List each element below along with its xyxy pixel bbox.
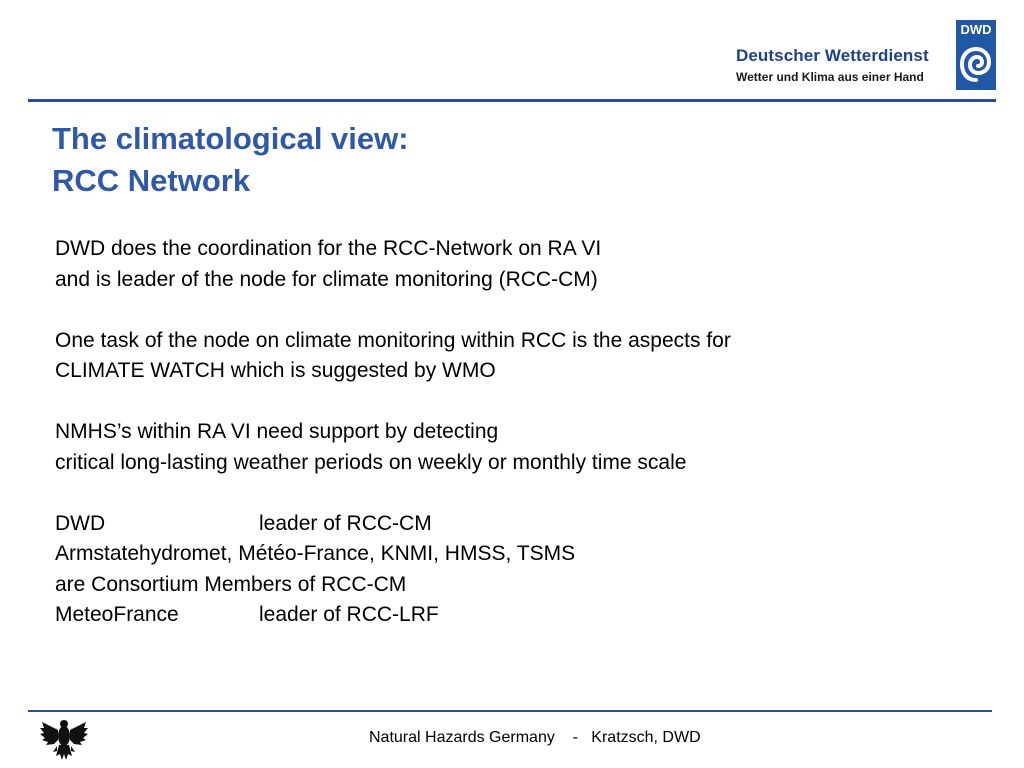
- text-line: critical long-lasting weather periods on weekly or monthly time scale: [55, 450, 687, 474]
- logo-name: Deutscher Wetterdienst: [736, 46, 929, 65]
- paragraph-coordination: [55, 234, 955, 295]
- text-line: and is leader of the node for climate monitoring (RCC-CM): [55, 267, 598, 291]
- logo-abbreviation: DWD: [960, 22, 992, 37]
- footer-text: Natural Hazards Germany - Kratzsch, DWD: [369, 729, 701, 746]
- text-line: DWD does the coordination for the RCC-Network on RA VI: [55, 237, 602, 260]
- text-line: [55, 509, 955, 540]
- text-line: are Consortium Members of RCC-CM: [55, 572, 407, 596]
- text-line: NMHS’s within RA VI need support by detecting: [55, 420, 499, 443]
- member-name: DWD: [55, 511, 106, 535]
- paragraph-climate-watch: [55, 326, 955, 387]
- dwd-swirl-icon: [960, 44, 992, 84]
- text-line: [55, 600, 955, 631]
- text-line: CLIMATE WATCH which is suggested by WMO: [55, 359, 496, 382]
- logo-tagline: Wetter und Klima aus einer Hand: [736, 70, 924, 84]
- member-name: MeteoFrance: [55, 603, 179, 626]
- slide-title: [52, 118, 409, 202]
- slide-title-line2: RCC Network: [52, 163, 251, 198]
- dwd-logo: [736, 20, 996, 92]
- member-role: leader of RCC-LRF: [259, 603, 439, 626]
- text-line: One task of the node on climate monitoring within RCC is the aspects for: [55, 328, 731, 352]
- footer-divider: [28, 710, 992, 712]
- header-divider: [28, 99, 996, 102]
- slide-title-line1: The climatological view:: [52, 121, 409, 156]
- member-role: leader of RCC-CM: [259, 511, 432, 535]
- paragraph-members: [55, 509, 955, 631]
- text-line: Armstatehydromet, Météo-France, KNMI, HMSS, TSMS: [55, 542, 576, 565]
- federal-eagle-icon: [38, 716, 90, 764]
- slide-body: [55, 234, 955, 661]
- paragraph-nmhs-support: [55, 417, 955, 478]
- logo-box: [956, 20, 996, 90]
